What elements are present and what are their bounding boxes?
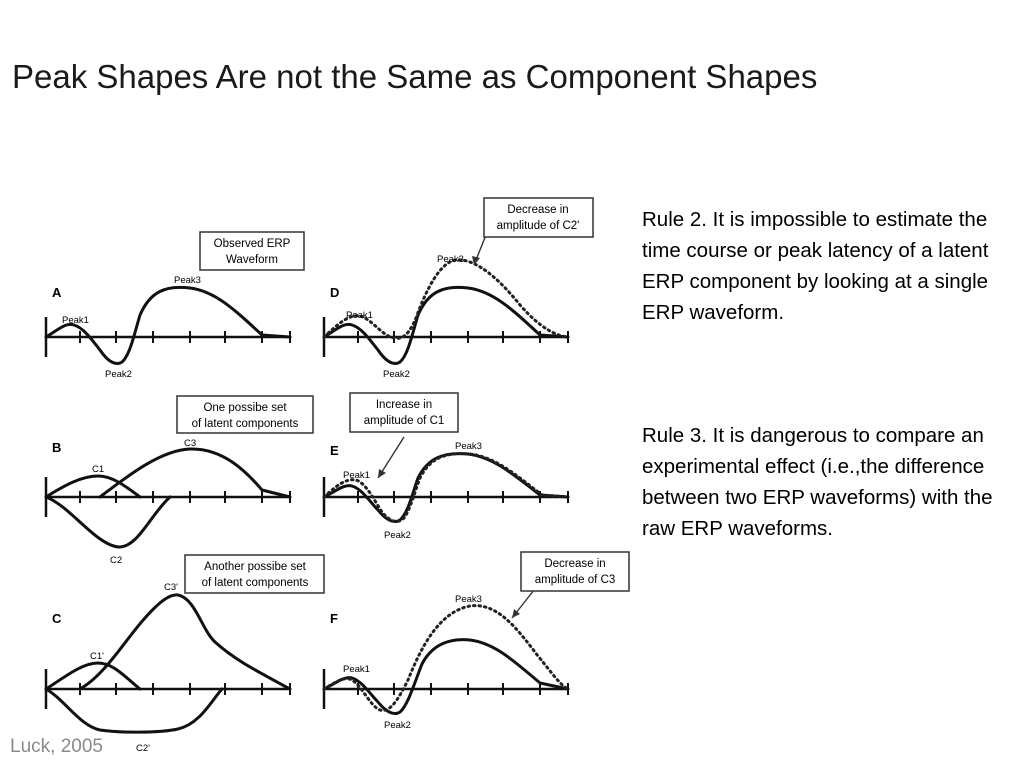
panel-e-peak1-label: Peak1 xyxy=(343,470,370,481)
panel-a-peak2-label: Peak2 xyxy=(105,369,132,380)
panel-c-annotation-line1: Another possibe set xyxy=(204,561,306,573)
panel-c-c3-label: C3' xyxy=(164,582,178,593)
panel-b-c3-label: C3 xyxy=(184,438,197,449)
panel-a-annotation-line1: Observed ERP xyxy=(213,238,291,250)
panel-d-peak2-label: Peak2 xyxy=(383,369,410,380)
citation: Luck, 2005 xyxy=(10,736,103,757)
panel-d xyxy=(324,198,593,380)
panel-b-letter: B xyxy=(52,440,62,455)
panel-c-c2-label: C2' xyxy=(136,743,150,754)
panel-f-peak2-label: Peak2 xyxy=(384,720,411,731)
panel-e-dotted-waveform xyxy=(324,454,568,522)
slide-title: Peak Shapes Are not the Same as Component Shapes xyxy=(12,58,818,95)
panel-d-solid-waveform xyxy=(324,287,568,363)
panel-e-annotation-line2: amplitude of C1 xyxy=(363,415,445,427)
panel-c-component-c2-prime xyxy=(46,689,222,732)
panel-b-annotation-line2: of latent components xyxy=(191,418,299,430)
panel-e-annotation-line1: Increase in xyxy=(375,399,433,411)
panel-a xyxy=(46,232,304,380)
panel-c-component-c1-prime xyxy=(46,663,140,689)
panel-b xyxy=(46,396,313,566)
panel-a-annotation-line2: Waveform xyxy=(226,254,278,266)
panel-f-dotted-waveform xyxy=(324,606,568,711)
panel-c-letter: C xyxy=(52,611,62,626)
panel-e-peak3-label: Peak3 xyxy=(455,441,482,452)
panel-b-annotation-line1: One possibe set xyxy=(203,402,287,414)
panel-f-letter: F xyxy=(330,611,338,626)
panel-d-annotation-line1: Decrease in xyxy=(507,204,569,216)
panel-a-letter: A xyxy=(52,285,62,300)
panel-e-arrowhead xyxy=(378,469,386,478)
panel-e xyxy=(324,393,568,541)
panel-d-annotation-line2: amplitude of C2' xyxy=(496,220,580,232)
panel-a-peak1-label: Peak1 xyxy=(62,315,89,326)
panel-e-peak2-label: Peak2 xyxy=(384,530,411,541)
panel-c-c1-label: C1' xyxy=(90,651,104,662)
panel-b-c2-label: C2 xyxy=(110,555,123,566)
panel-c-annotation-line2: of latent components xyxy=(201,577,309,589)
panel-b-c1-label: C1 xyxy=(92,464,105,475)
panel-d-peak1-label: Peak1 xyxy=(346,310,373,321)
panel-e-letter: E xyxy=(330,443,339,458)
panel-c-component-c3-prime xyxy=(80,595,290,689)
panel-f-annotation-line2: amplitude of C3 xyxy=(534,574,616,586)
panel-b-component-c2 xyxy=(46,497,170,547)
panel-d-letter: D xyxy=(330,285,340,300)
panel-f-solid-waveform xyxy=(324,640,568,714)
panel-f-annotation-line1: Decrease in xyxy=(544,558,606,570)
panel-a-peak3-label: Peak3 xyxy=(174,275,201,286)
panel-f-peak3-label: Peak3 xyxy=(455,594,482,605)
panel-c xyxy=(46,555,324,754)
panel-f-peak1-label: Peak1 xyxy=(343,664,370,675)
rule-2-text: Rule 2. It is impossible to estimate the time course or peak latency of a latent ERP component by looking at a single ERP waveform. xyxy=(642,208,989,324)
rule-3-text: Rule 3. It is dangerous to compare an experimental effect (i.e.,the difference between two ERP waveforms) with the raw ERP waveforms. xyxy=(642,424,993,540)
panel-f xyxy=(324,552,629,731)
panel-d-peak3-label: Peak3 xyxy=(437,254,464,265)
